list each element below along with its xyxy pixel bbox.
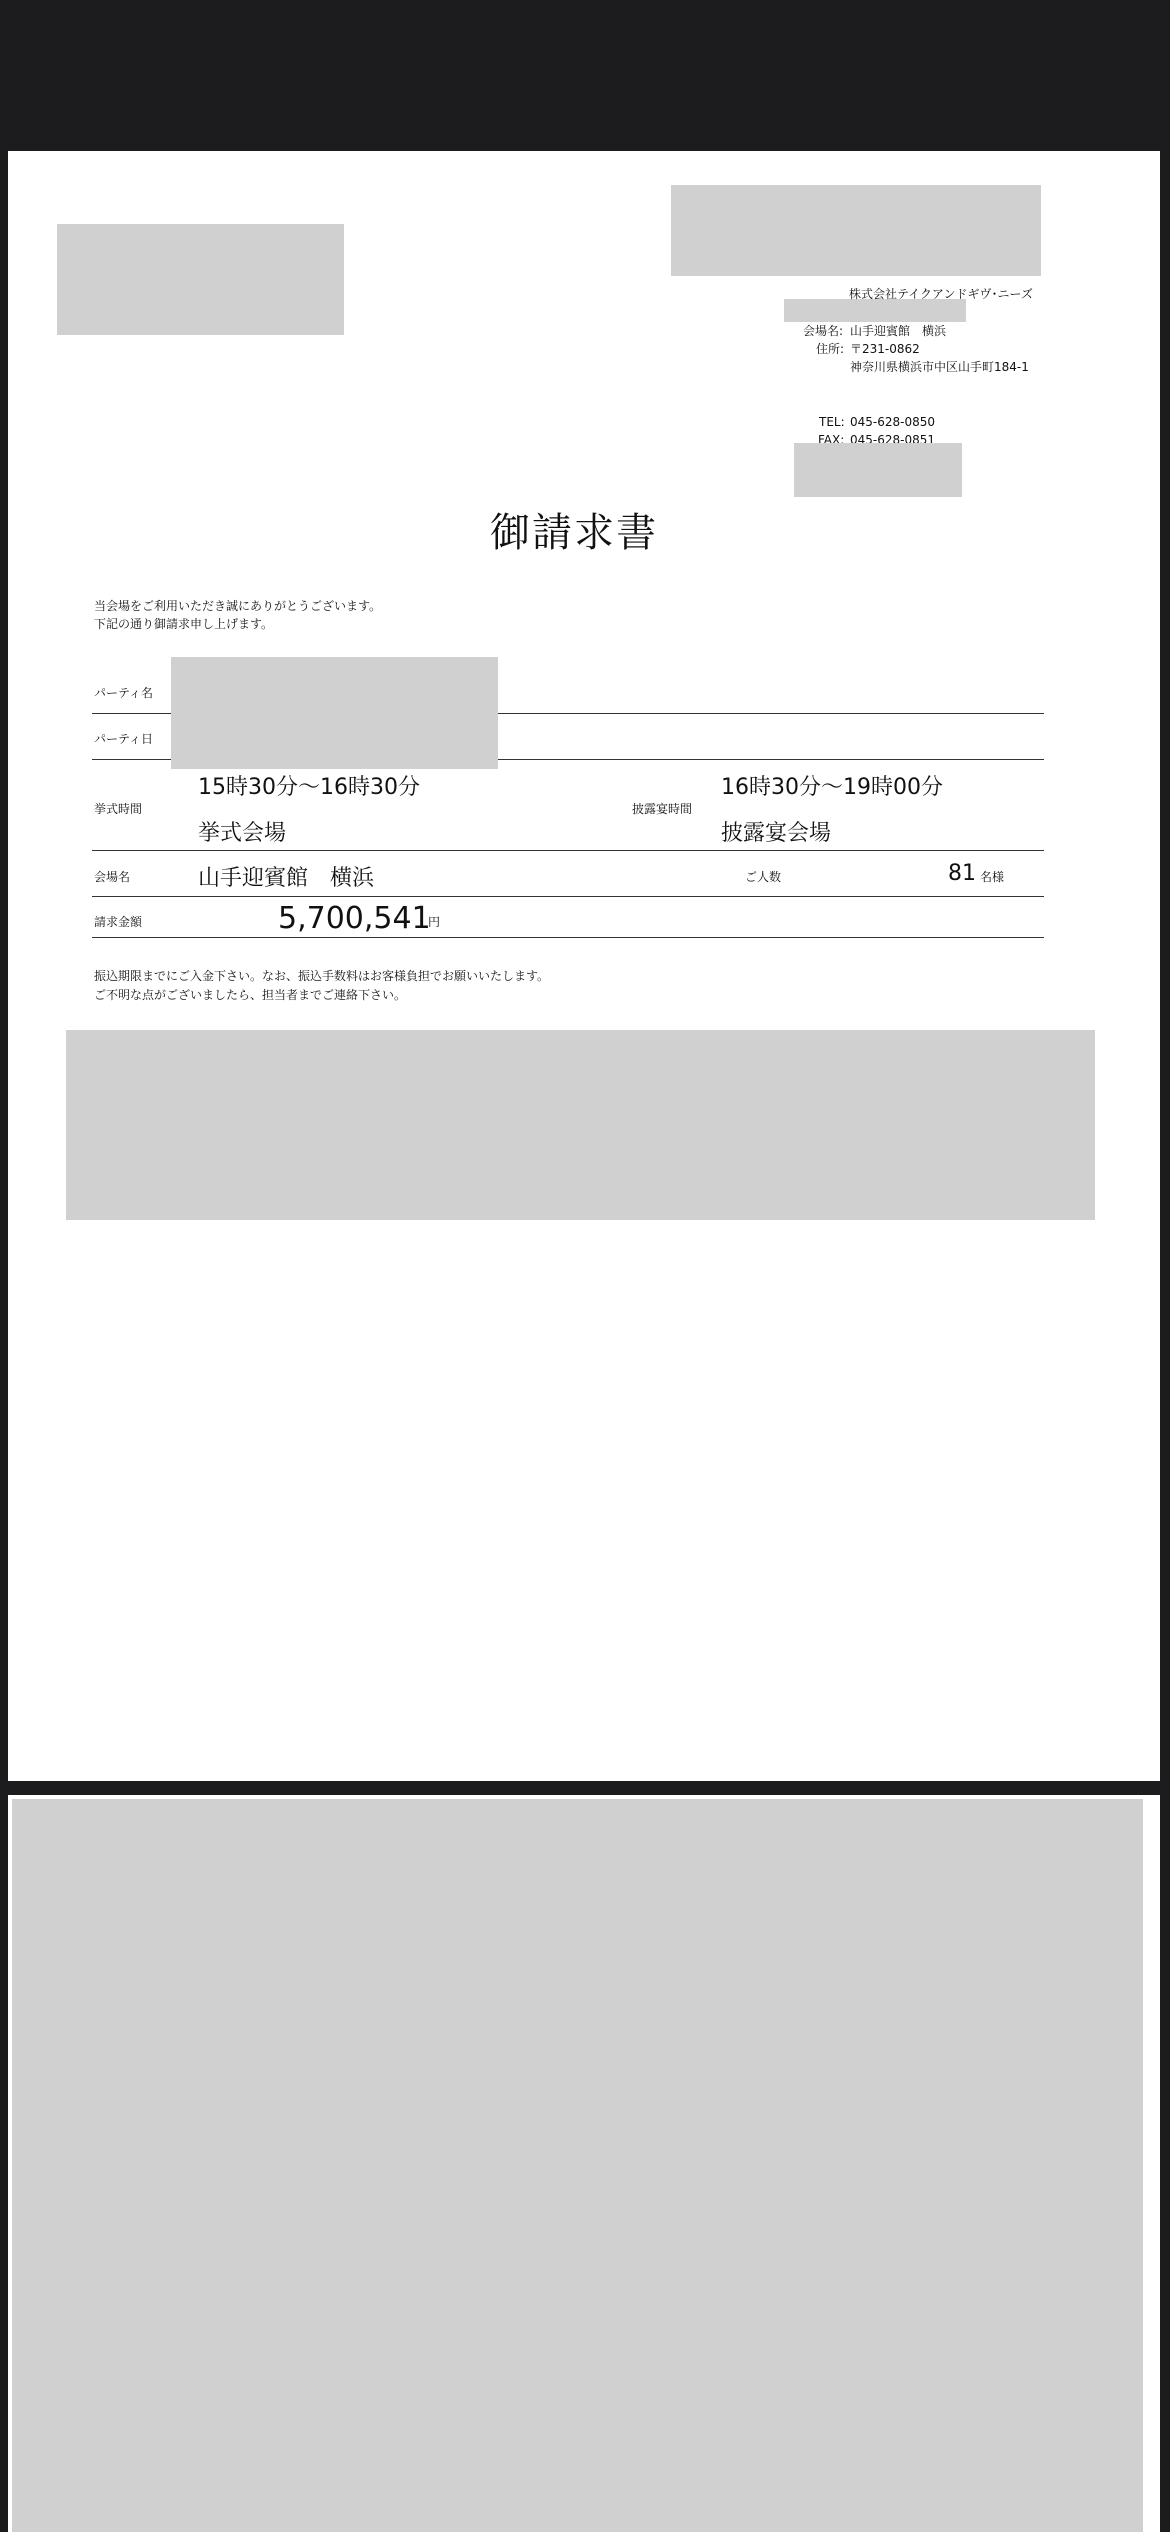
guests-unit: 名様 [980,870,1005,884]
redacted-party-info [171,657,498,769]
redacted-stamp [794,443,962,497]
ceremony-time: 15時30分～16時30分 [198,775,420,800]
invoice-page-2 [8,1795,1160,2532]
postal-code: 〒231-0862 [850,342,920,356]
invoice-page [8,151,1160,1781]
venue-value: 山手迎賓館 横浜 [850,324,947,338]
address: 神奈川県横浜市中区山手町184-1 [850,360,1029,374]
greeting-line-2: 下記の通り御請求申し上げます。 [94,617,274,631]
redacted-page-2 [12,1799,1143,2532]
reception-time: 16時30分～19時00分 [721,775,943,800]
rule-4 [92,896,1044,897]
rule-3 [92,850,1044,851]
amount-label: 請求金額 [94,915,143,929]
tel-value: 045-628-0850 [850,415,936,429]
venue-name-label: 会場名 [94,870,131,884]
guests-count: 81 [948,861,976,886]
guests-label: ご人数 [745,870,782,884]
venue-label: 会場名: [803,324,844,338]
reception-place: 披露宴会場 [721,821,832,846]
note-line-2: ご不明な点がございましたら、担当者までご連絡下さい。 [94,988,407,1002]
company-name: 株式会社テイクアンドギヴ･ニーズ [849,287,1033,301]
note-line-1: 振込期限までにご入金下さい。なお、振込手数料はお客様負担でお願いいたします。 [94,969,550,983]
fax-value: 045-628-0851 [850,433,936,443]
ceremony-time-label: 挙式時間 [94,802,143,816]
document-title: 御請求書 [490,510,658,556]
party-name-label: パーティ名 [94,686,154,700]
amount-value: 5,700,541 [278,901,431,936]
greeting-line-1: 当会場をご利用いただき誠にありがとうございます。 [94,599,382,613]
address-label: 住所: [816,342,845,356]
ceremony-place: 挙式会場 [198,821,287,846]
rule-5 [92,937,1044,938]
redacted-staff [784,299,966,322]
amount-unit: 円 [428,915,441,929]
venue-name: 山手迎賓館 横浜 [198,866,375,891]
fax-label: FAX: [818,433,845,443]
reception-time-label: 披露宴時間 [632,802,693,816]
redacted-recipient [57,224,344,335]
party-date-label: パーティ日 [94,732,154,746]
tel-label: TEL: [819,415,845,429]
redacted-logo [671,185,1041,276]
redacted-bank-info [66,1030,1095,1220]
